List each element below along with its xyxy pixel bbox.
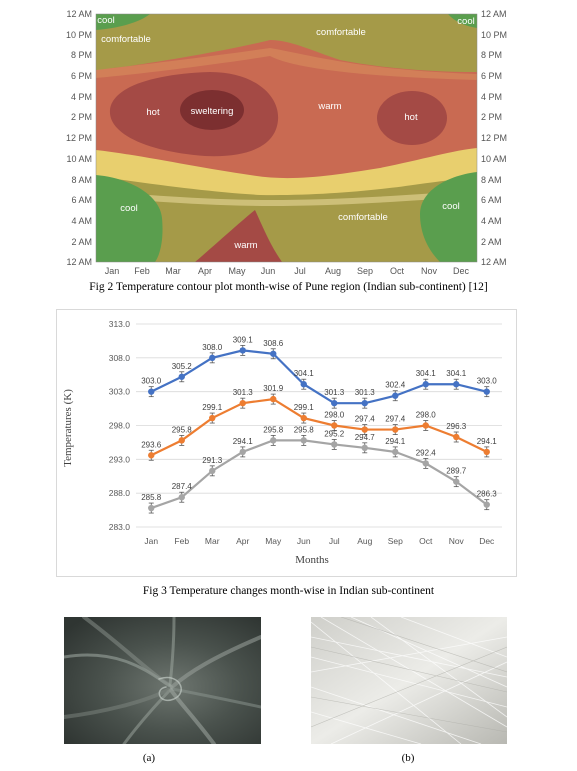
label-cool-top-right: cool [457, 16, 475, 27]
data-point [209, 415, 215, 421]
white-fiber-mat-image [311, 617, 507, 744]
data-point [301, 381, 307, 387]
hour-tick: 12 AM [66, 257, 92, 267]
month-tick: Feb [134, 266, 150, 276]
data-point [331, 441, 337, 447]
series-line [151, 440, 487, 508]
data-label: 298.0 [324, 410, 345, 420]
data-label: 299.1 [293, 403, 314, 413]
data-point [484, 449, 490, 455]
y-axis-ticks [109, 319, 131, 532]
data-label: 304.1 [415, 369, 436, 379]
x-tick-label: Feb [174, 536, 190, 546]
label-comfortable-top: comfortable [316, 27, 366, 38]
data-label: 298.0 [415, 410, 436, 420]
hour-tick: 6 PM [481, 71, 503, 81]
month-tick: Dec [452, 266, 470, 276]
x-tick-label: Jul [328, 536, 340, 546]
data-label: 308.0 [202, 342, 223, 352]
hour-tick: 12 PM [65, 133, 92, 143]
month-tick: Oct [389, 266, 405, 276]
data-label: 294.1 [232, 436, 253, 446]
month-tick: Nov [420, 266, 438, 276]
data-label: 286.3 [476, 489, 497, 499]
x-tick-label: Mar [204, 536, 220, 546]
x-tick-label: Apr [236, 536, 250, 546]
label-sweltering: sweltering [190, 106, 234, 117]
data-point [270, 351, 276, 357]
contour-regions [96, 14, 477, 262]
hour-tick: 8 PM [481, 50, 503, 60]
data-label: 295.2 [324, 429, 345, 439]
data-label: 301.3 [232, 388, 253, 398]
data-label: 289.7 [446, 466, 467, 476]
data-point [179, 437, 185, 443]
data-label: 301.3 [354, 388, 375, 398]
month-tick: Jul [294, 266, 306, 276]
x-tick-label: Oct [419, 536, 433, 546]
data-point [331, 400, 337, 406]
data-point [423, 460, 429, 466]
data-point [179, 374, 185, 380]
month-tick: Aug [324, 266, 342, 276]
data-point [453, 434, 459, 440]
series-1 [141, 335, 497, 408]
x-axis-label: Months [295, 554, 329, 566]
label-cool-top-left: cool [97, 15, 115, 26]
label-warm-bottom: warm [234, 240, 258, 251]
data-point [209, 468, 215, 474]
hour-tick: 6 PM [70, 71, 92, 81]
photo-b-label: (b) [401, 752, 415, 764]
data-point [392, 426, 398, 432]
hour-axis-left [66, 9, 92, 267]
data-label: 297.4 [354, 414, 375, 424]
x-tick-label: May [265, 536, 282, 546]
x-tick-label: Jan [144, 536, 159, 546]
data-point [179, 494, 185, 500]
data-label: 303.0 [141, 376, 162, 386]
hour-tick: 2 PM [70, 112, 92, 122]
y-tick-label: 303.0 [108, 386, 130, 397]
data-point [392, 449, 398, 455]
data-label: 294.1 [476, 436, 497, 446]
x-tick-label: Jun [296, 536, 311, 546]
y-axis-label: Temperatures (K) [62, 389, 74, 467]
fig3-chart-frame [56, 309, 517, 577]
data-point [148, 388, 154, 394]
label-cool-bottom-left: cool [120, 203, 138, 214]
series-line [151, 350, 487, 403]
data-point [423, 381, 429, 387]
hour-tick: 4 PM [481, 92, 503, 102]
month-tick: Mar [165, 266, 181, 276]
x-tick-label: Sep [387, 536, 403, 546]
data-label: 308.6 [263, 338, 284, 348]
month-tick: Jan [104, 266, 120, 276]
x-tick-label: Aug [357, 536, 373, 546]
series-2 [141, 384, 497, 460]
hour-tick: 2 AM [71, 237, 92, 247]
hour-tick: 8 PM [70, 50, 92, 60]
month-axis [105, 266, 470, 276]
data-label: 295.8 [293, 425, 314, 435]
data-point [301, 437, 307, 443]
data-label: 294.7 [354, 432, 375, 442]
temperature-line-chart [57, 310, 516, 576]
hour-tick: 6 AM [481, 195, 502, 205]
data-label: 309.1 [232, 335, 253, 345]
label-hot-right: hot [404, 112, 418, 123]
hour-tick: 10 PM [65, 30, 92, 40]
data-label: 297.4 [385, 414, 406, 424]
y-tick-label: 288.0 [108, 488, 130, 499]
hour-tick: 2 PM [481, 112, 503, 122]
label-comfortable-bottom: comfortable [338, 212, 388, 223]
data-point [362, 426, 368, 432]
photo-fabric-dark [64, 617, 261, 744]
data-label: 305.2 [171, 361, 192, 371]
data-point [484, 388, 490, 394]
x-tick-label: Nov [448, 536, 464, 546]
label-comfortable-left: comfortable [101, 34, 151, 45]
data-point [453, 381, 459, 387]
data-label: 294.1 [385, 436, 406, 446]
data-point [331, 422, 337, 428]
photo-a-label: (a) [142, 752, 156, 764]
data-point [240, 347, 246, 353]
data-label: 293.6 [141, 440, 162, 450]
data-label: 303.0 [476, 376, 497, 386]
data-label: 287.4 [171, 482, 192, 492]
hour-tick: 2 AM [481, 237, 502, 247]
data-label: 304.1 [446, 369, 467, 379]
y-tick-label: 308.0 [108, 352, 130, 363]
y-tick-label: 313.0 [108, 319, 130, 329]
label-warm-center: warm [318, 101, 342, 112]
data-point [362, 445, 368, 451]
data-point [392, 393, 398, 399]
hour-tick: 12 PM [481, 133, 508, 143]
temperature-contour-plot [0, 0, 577, 300]
y-tick-label: 283.0 [108, 522, 130, 532]
hour-tick: 4 AM [481, 216, 502, 226]
month-tick: Sep [356, 266, 374, 276]
month-tick: May [228, 266, 246, 276]
y-tick-label: 298.0 [108, 420, 130, 431]
month-tick: Apr [197, 266, 213, 276]
month-tick: Jun [260, 266, 276, 276]
chart-series [141, 335, 497, 513]
hour-tick: 8 AM [481, 175, 502, 185]
data-label: 301.3 [324, 388, 345, 398]
data-point [301, 415, 307, 421]
data-point [240, 449, 246, 455]
x-tick-label: Dec [479, 536, 495, 546]
data-label: 296.3 [446, 422, 467, 432]
hour-tick: 10 AM [481, 154, 507, 164]
data-point [270, 437, 276, 443]
data-point [423, 422, 429, 428]
hour-tick: 4 PM [70, 92, 92, 102]
series-3 [141, 425, 497, 513]
hour-tick: 6 AM [71, 195, 92, 205]
hour-tick: 12 AM [66, 9, 92, 19]
hour-axis-right [481, 9, 507, 267]
data-label: 292.4 [415, 448, 436, 458]
data-point [148, 505, 154, 511]
label-hot-left: hot [146, 107, 160, 118]
photo-fiber-white [311, 617, 507, 744]
fig3-caption: Fig 3 Temperature changes month-wise in Indian sub-continent [142, 585, 435, 597]
data-label: 295.8 [263, 425, 284, 435]
data-label: 301.9 [263, 384, 284, 394]
data-point [240, 400, 246, 406]
fig2-caption: Fig 2 Temperature contour plot month-wise of Pune region (Indian sub-continent) [12] [89, 281, 488, 293]
data-point [270, 396, 276, 402]
data-point [209, 355, 215, 361]
data-label: 302.4 [385, 380, 406, 390]
data-point [484, 501, 490, 507]
data-point [148, 452, 154, 458]
y-tick-label: 293.0 [108, 454, 130, 465]
data-label: 299.1 [202, 403, 223, 413]
hour-tick: 10 AM [66, 154, 92, 164]
hour-tick: 10 PM [481, 30, 508, 40]
data-point [453, 478, 459, 484]
data-label: 304.1 [293, 369, 314, 379]
label-cool-bottom-right: cool [442, 201, 460, 212]
hour-tick: 12 AM [481, 9, 507, 19]
data-point [362, 400, 368, 406]
data-label: 295.8 [171, 425, 192, 435]
hour-tick: 4 AM [71, 216, 92, 226]
x-axis-ticks [144, 536, 495, 546]
dark-silk-fabric-image [64, 617, 261, 744]
hour-tick: 12 AM [481, 257, 507, 267]
hour-tick: 8 AM [71, 175, 92, 185]
data-label: 291.3 [202, 455, 223, 465]
data-label: 285.8 [141, 493, 162, 503]
